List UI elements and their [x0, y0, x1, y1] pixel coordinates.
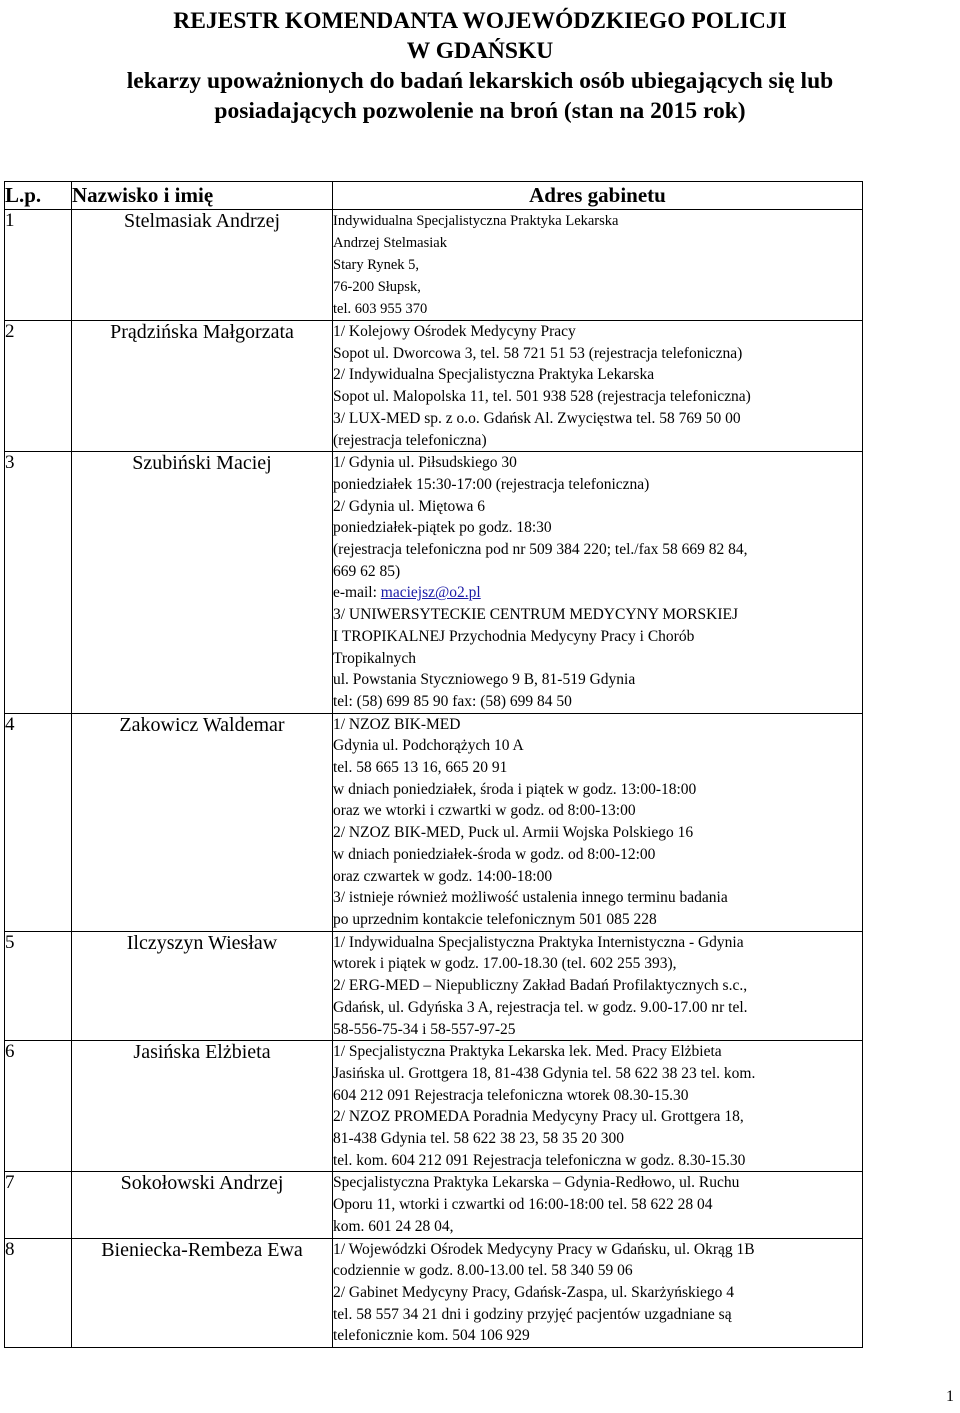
title-line-3: lekarzy upoważnionych do badań lekarskich osób ubiegających się lub — [126, 68, 834, 94]
address-line-text: Tropikalnych — [333, 649, 416, 667]
address-line-text: 2/ NZOZ BIK-MED, Puck ul. Armii Wojska Polskiego 16 — [333, 824, 694, 842]
address-line-text: 3/ istnieje również możliwość ustalenia innego terminu badania — [333, 889, 728, 907]
address-line-text: 3/ LUX-MED sp. z o.o. Gdańsk Al. Zwycięstwa tel. 58 769 50 00 — [333, 409, 741, 427]
row-number: 5 — [5, 931, 72, 1041]
address-line-text: Stary Rynek 5, — [333, 257, 420, 273]
address-line — [333, 254, 862, 276]
registry-table — [4, 181, 863, 1348]
address-line-text: poniedziałek 15:30-17:00 (rejestracja telefoniczna) — [333, 475, 650, 493]
title-line-2: W GDAŃSKU — [406, 38, 554, 64]
document-title — [0, 6, 960, 126]
address-line — [333, 1194, 862, 1216]
address-line — [333, 997, 862, 1019]
address-line — [333, 232, 862, 254]
clinic-address — [333, 321, 863, 452]
title-line-1: REJESTR KOMENDANTA WOJEWÓDZKIEGO POLICJI — [173, 8, 787, 34]
row-number: 8 — [5, 1238, 72, 1348]
address-line — [333, 386, 862, 408]
row-number: 6 — [5, 1041, 72, 1172]
address-line-text: po uprzednim kontakcie telefonicznym 501 085 228 — [333, 910, 657, 928]
clinic-address — [333, 931, 863, 1041]
address-line-text: 58-556-75-34 i 58-557-97-25 — [333, 1020, 516, 1038]
address-line — [333, 1325, 862, 1347]
email-link[interactable]: maciejsz@o2.pl — [380, 584, 481, 602]
address-line-text: Oporu 11, wtorki i czwartki od 16:00-18:00 tel. 58 622 28 04 — [333, 1196, 713, 1214]
table-row — [5, 210, 863, 321]
address-line — [333, 626, 862, 648]
address-line-text: ul. Powstania Styczniowego 9 B, 81-519 Gdynia — [333, 671, 636, 689]
address-line — [333, 757, 862, 779]
row-number: 2 — [5, 321, 72, 452]
doctor-name: Stelmasiak Andrzej — [72, 210, 333, 321]
address-line — [333, 364, 862, 386]
table-row — [5, 1238, 863, 1348]
address-line-text: 1/ Kolejowy Ośrodek Medycyny Pracy — [333, 323, 576, 340]
address-line-text: tel. 58 665 13 16, 665 20 91 — [333, 759, 508, 777]
address-line — [333, 561, 862, 583]
address-line — [333, 953, 862, 975]
clinic-address — [333, 1238, 863, 1348]
address-line — [333, 517, 862, 539]
address-line-text: I TROPIKALNEJ Przychodnia Medycyny Pracy i Chorób — [333, 627, 695, 645]
address-line — [333, 975, 862, 997]
address-line-text: 604 212 091 Rejestracja telefoniczna wtorek 08.30-15.30 — [333, 1086, 689, 1104]
address-line-text: tel. 58 557 34 21 dni i godziny przyjęć pacjentów uzgadniane są — [333, 1305, 732, 1323]
header-address: Adres gabinetu — [333, 182, 863, 210]
address-line-text: e-mail: — [333, 584, 381, 602]
address-line — [333, 714, 862, 736]
page-number: 1 — [946, 1388, 954, 1405]
address-line-text: 2/ ERG-MED – Niepubliczny Zakład Badań Profilaktycznych s.c., — [333, 977, 748, 995]
address-line-text: tel. 603 955 370 — [333, 301, 428, 317]
address-line — [333, 691, 862, 713]
address-line — [333, 1216, 862, 1238]
address-line — [333, 210, 862, 232]
address-line-text: Specjalistyczna Praktyka Lekarska – Gdynia-Redłowo, ul. Ruchu — [333, 1174, 740, 1192]
clinic-address — [333, 713, 863, 931]
address-line-text: 81-438 Gdynia tel. 58 622 38 23, 58 35 20 300 — [333, 1130, 625, 1148]
doctor-name: Sokołowski Andrzej — [72, 1172, 333, 1238]
header-lp: L.p. — [5, 182, 72, 210]
address-line-text: 2/ NZOZ PROMEDA Poradnia Medycyny Pracy ul. Grottgera 18, — [333, 1108, 744, 1126]
address-line-text: telefonicznie kom. 504 106 929 — [333, 1327, 530, 1345]
address-line — [333, 321, 862, 343]
address-line — [333, 539, 862, 561]
address-line — [333, 1150, 862, 1172]
address-line-text: Sopot ul. Malopolska 11, tel. 501 938 528 (rejestracja telefoniczna) — [333, 388, 751, 406]
address-line — [333, 298, 862, 320]
address-line-text: 2/ Gdynia ul. Miętowa 6 — [333, 497, 485, 515]
address-line — [333, 430, 862, 452]
doctor-name: Bieniecka-Rembeza Ewa — [72, 1238, 333, 1348]
table-row — [5, 452, 863, 713]
address-line-text: 76-200 Słupsk, — [333, 279, 421, 295]
address-line — [333, 1063, 862, 1085]
doctor-name: Prądzińska Małgorzata — [72, 321, 333, 452]
address-line-text: 2/ Gabinet Medycyny Pracy, Gdańsk-Zaspa, ul. Skarżyńskiego 4 — [333, 1283, 735, 1301]
doctor-name: Jasińska Elżbieta — [72, 1041, 333, 1172]
clinic-address — [333, 1172, 863, 1238]
address-line-text: (rejestracja telefoniczna pod nr 509 384 220; tel./fax 58 669 82 84, — [333, 541, 748, 559]
row-number: 3 — [5, 452, 72, 713]
title-line-4: posiadających pozwolenie na broń (stan na 2015 rok) — [214, 98, 746, 124]
address-line-text: oraz czwartek w godz. 14:00-18:00 — [333, 867, 553, 885]
doctor-name: Szubiński Maciej — [72, 452, 333, 713]
address-line — [333, 496, 862, 518]
address-line — [333, 1106, 862, 1128]
address-line — [333, 1172, 862, 1194]
table-row — [5, 1041, 863, 1172]
address-line — [333, 887, 862, 909]
address-line-text: 669 62 85) — [333, 562, 401, 580]
address-line — [333, 1019, 862, 1041]
table-header-row — [5, 182, 863, 210]
address-line — [333, 276, 862, 298]
address-line — [333, 669, 862, 691]
address-line-text: (rejestracja telefoniczna) — [333, 431, 487, 449]
table-row — [5, 713, 863, 931]
row-number: 4 — [5, 713, 72, 931]
address-line-text: tel: (58) 699 85 90 fax: (58) 699 84 50 — [333, 692, 572, 710]
address-line — [333, 1304, 862, 1326]
address-line-text: 1/ Gdynia ul. Piłsudskiego 30 — [333, 454, 517, 472]
address-line-text: Gdynia ul. Podchorążych 10 A — [333, 737, 524, 755]
address-line — [333, 1260, 862, 1282]
address-line-text: Gdańsk, ul. Gdyńska 3 A, rejestracja tel. w godz. 9.00-17.00 nr tel. — [333, 998, 748, 1016]
clinic-address — [333, 210, 863, 321]
address-line — [333, 648, 862, 670]
address-line-text: 3/ UNIWERSYTECKIE CENTRUM MEDYCYNY MORSKIEJ — [333, 606, 739, 624]
address-line-text: codziennie w godz. 8.00-13.00 tel. 58 340 59 06 — [333, 1262, 633, 1280]
address-line-text: 2/ Indywidualna Specjalistyczna Praktyka Lekarska — [333, 366, 655, 384]
table-row — [5, 321, 863, 452]
address-line-text: wtorek i piątek w godz. 17.00-18.30 (tel. 602 255 393), — [333, 955, 677, 973]
address-line — [333, 343, 862, 365]
address-line — [333, 1282, 862, 1304]
row-number: 1 — [5, 210, 72, 321]
address-line — [333, 800, 862, 822]
address-line-text: kom. 601 24 28 04, — [333, 1217, 454, 1235]
row-number: 7 — [5, 1172, 72, 1238]
address-line-text: 1/ Specjalistyczna Praktyka Lekarska lek. Med. Pracy Elżbieta — [333, 1043, 722, 1061]
address-line — [333, 909, 862, 931]
address-line-text: 1/ NZOZ BIK-MED — [333, 715, 461, 733]
address-line — [333, 844, 862, 866]
table-row — [5, 931, 863, 1041]
address-line — [333, 408, 862, 430]
address-line — [333, 582, 862, 604]
address-line — [333, 604, 862, 626]
address-line-text: Sopot ul. Dworcowa 3, tel. 58 721 51 53 (rejestracja telefoniczna) — [333, 344, 743, 362]
address-line-text: w dniach poniedziałek-środa w godz. od 8:00-12:00 — [333, 845, 656, 863]
address-line-text: oraz we wtorki i czwartki w godz. od 8:00-13:00 — [333, 802, 636, 820]
address-line-text: Jasińska ul. Grottgera 18, 81-438 Gdynia tel. 58 622 38 23 tel. kom. — [333, 1064, 756, 1082]
address-line — [333, 452, 862, 474]
address-line-text: 1/ Wojewódzki Ośrodek Medycyny Pracy w Gdańsku, ul. Okrąg 1B — [333, 1240, 755, 1258]
address-line — [333, 1239, 862, 1261]
address-line-text: 1/ Indywidualna Specjalistyczna Praktyka Internistyczna - Gdynia — [333, 933, 744, 951]
doctor-name: Ilczyszyn Wiesław — [72, 931, 333, 1041]
address-line — [333, 735, 862, 757]
clinic-address — [333, 1041, 863, 1172]
header-name: Nazwisko i imię — [72, 182, 333, 210]
doctor-name: Zakowicz Waldemar — [72, 713, 333, 931]
address-line — [333, 779, 862, 801]
address-line-text: tel. kom. 604 212 091 Rejestracja telefoniczna w godz. 8.30-15.30 — [333, 1151, 746, 1169]
clinic-address — [333, 452, 863, 713]
address-line-text: poniedziałek-piątek po godz. 18:30 — [333, 519, 552, 537]
address-line — [333, 822, 862, 844]
address-line — [333, 1085, 862, 1107]
address-line — [333, 1041, 862, 1063]
address-line — [333, 932, 862, 954]
table-row — [5, 1172, 863, 1238]
address-line-text: w dniach poniedziałek, środa i piątek w godz. 13:00-18:00 — [333, 780, 697, 798]
address-line — [333, 866, 862, 888]
address-line-text: Andrzej Stelmasiak — [333, 235, 447, 251]
address-line-text: Indywidualna Specjalistyczna Praktyka Lekarska — [333, 213, 619, 229]
address-line — [333, 474, 862, 496]
address-line — [333, 1128, 862, 1150]
